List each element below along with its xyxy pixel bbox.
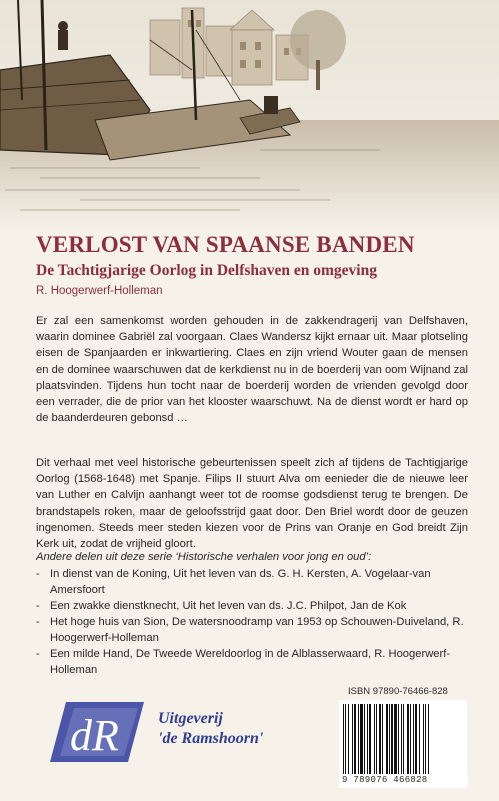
series-intro: Andere delen uit deze serie ‘Historische verhalen voor jong en oud’:	[36, 551, 372, 563]
list-item: - Het hoge huis van Sion, De watersnoodramp van 1953 op Schouwen-Duiveland, R. Hoogerwerf-Holleman	[36, 614, 476, 646]
barcode-bar	[367, 704, 368, 774]
barcode-bar	[379, 704, 381, 774]
barcode-bar	[382, 704, 383, 774]
barcode-bar	[352, 704, 353, 774]
list-item: - Een milde Hand, De Tweede Wereldoorlog in de Alblasserwaard, R. Hoogerwerf-Holleman	[36, 646, 476, 678]
barcode-bar	[376, 704, 377, 774]
blurb-paragraph-1: Er zal een samenkomst worden gehouden in de zakkendragerij van Delfshaven, waarin dominee Gabriël zal voorgaan. Claes Wandersz kijkt ernaar uit. Maar plotseling eisen de Spanjaarden er inkwartiering. Claes en zijn vriend Wouter gaan de mensen en de dominee waarschuwen dat de kerkdienst nu in de boerderij van oom Wijnand zal plaatsvinden. Tijdens hun tocht naar de boerderij worden de vrienden gevolgd door een verrader, die de prior van het klooster waarschuwt. Na de dienst wordt er hard op de baanderdeuren gebonsd …	[36, 315, 468, 425]
barcode-bar	[428, 704, 429, 774]
barcode-bar	[415, 704, 417, 774]
barcode-bar	[391, 704, 393, 774]
barcode-bar	[345, 704, 346, 774]
barcode-bar	[386, 704, 388, 774]
barcode-bar	[354, 704, 356, 774]
barcode-bar	[348, 704, 349, 774]
book-entry: Een zwakke dienstknecht, Uit het leven van ds. J.C. Philpot, Jan de Kok	[50, 600, 407, 612]
author-name: R. Hoogerwerf-Holleman	[36, 285, 163, 297]
harbour-illustration	[0, 0, 499, 232]
publisher-logo	[48, 698, 148, 771]
barcode-bar	[401, 704, 402, 774]
barcode-bar	[425, 704, 426, 774]
book-title: VERLOST VAN SPAANSE BANDEN	[36, 232, 415, 257]
series-book-list	[36, 566, 476, 678]
book-entry: Het hoge huis van Sion, De watersnoodramp van 1953 op Schouwen-Duiveland, R. Hoogerwerf-Holleman	[50, 616, 464, 644]
barcode-bar	[419, 704, 420, 774]
barcode-bar	[413, 704, 414, 774]
barcode-bar	[374, 704, 375, 774]
barcode-bar	[360, 704, 363, 774]
isbn-number: ISBN 97890-76466-828	[348, 686, 448, 697]
book-entry: Een milde Hand, De Tweede Wereldoorlog in de Alblasserwaard, R. Hoogerwerf-Holleman	[50, 648, 451, 676]
barcode-digits: 9 789076 466828	[340, 775, 468, 785]
barcode-bar	[410, 704, 411, 774]
barcode-bar	[389, 704, 390, 774]
barcode-bar	[369, 704, 371, 774]
barcode-bar	[394, 704, 397, 774]
list-item: - In dienst van de Koning, Uit het leven van ds. G. H. Kersten, A. Vogelaar-van Amersfoort	[36, 566, 476, 598]
barcode-bar	[407, 704, 409, 774]
blurb-paragraph-2: Dit verhaal met veel historische gebeurtenissen speelt zich af tijdens de Tachtigjarige Oorlog (1568-1648) met Spanje. Filips II stuurt Alva om eenieder die de nieuwe leer van Luther en Calvijn aanhangt weer tot de roomse godsdienst terug te brengen. De brandstapels roken, maar de geloofsstrijd gaat door. Den Briel wordt door de geuzen ingenomen. Steeds meer steden kiezen voor de Prins van Oranje en God breidt Zijn Kerk uit, zodat de vrijheid gloort.	[36, 457, 468, 551]
barcode-bar	[398, 704, 399, 774]
book-subtitle: De Tachtigjarige Oorlog in Delfshaven en omgeving	[36, 262, 377, 279]
barcode-bar	[343, 704, 344, 774]
book-entry: In dienst van de Koning, Uit het leven van ds. G. H. Kersten, A. Vogelaar-van Amersfoort	[50, 568, 431, 596]
barcode-bar	[403, 704, 404, 774]
logo-letters: dR	[70, 711, 119, 760]
barcode-bar	[358, 704, 359, 774]
list-item: - Een zwakke dienstknecht, Uit het leven van ds. J.C. Philpot, Jan de Kok	[36, 598, 476, 614]
barcode-bar	[423, 704, 424, 774]
barcode-bar	[364, 704, 365, 774]
publisher-name: Uitgeverij 'de Ramshoorn'	[158, 710, 264, 747]
